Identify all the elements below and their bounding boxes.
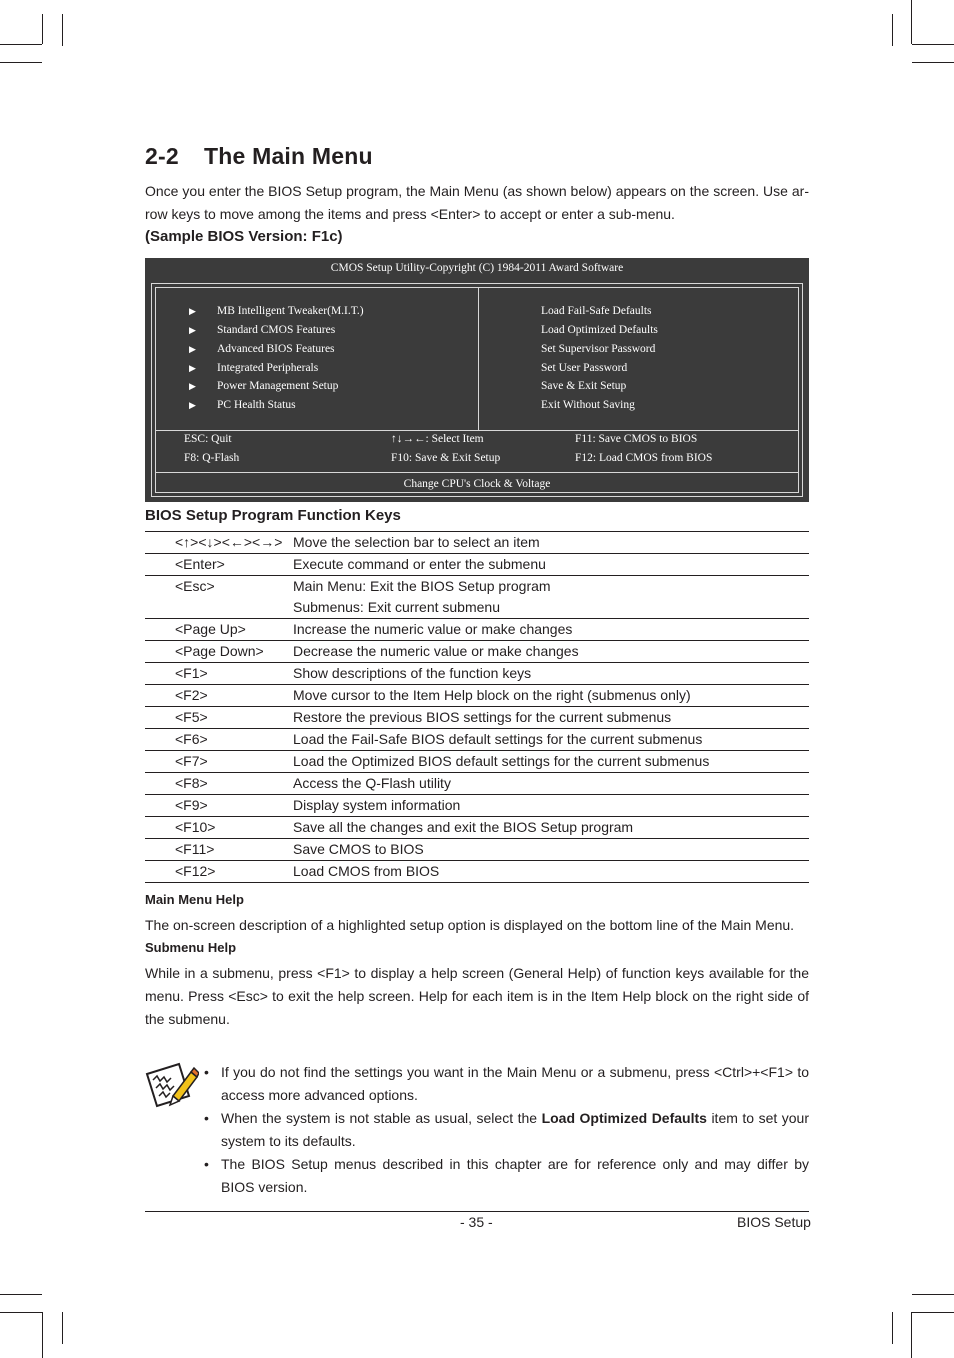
desc-cell: Access the Q-Flash utility [293, 775, 451, 791]
desc-cell: Decrease the numeric value or make changes [293, 643, 579, 659]
bios-menu-item[interactable]: Save & Exit Setup [541, 380, 627, 392]
bios-title: CMOS Setup Utility-Copyright (C) 1984-2011 Award Software [330, 262, 624, 274]
table-row [145, 684, 809, 706]
desc-cell: Increase the numeric value or make changes [293, 621, 573, 637]
table-row [145, 531, 809, 553]
bios-menu-item[interactable]: Load Optimized Defaults [541, 324, 658, 336]
table-row [145, 794, 809, 816]
desc-cell: Save CMOS to BIOS [293, 841, 424, 857]
bios-divider [156, 430, 798, 431]
table-row [145, 728, 809, 750]
bios-key-hint: F10: Save & Exit Setup [391, 452, 501, 464]
bios-status-line: Change CPU's Clock & Voltage [403, 478, 551, 490]
bullet: • [204, 1156, 209, 1172]
key-cell: <F6> [175, 731, 208, 747]
bios-frame [151, 283, 803, 497]
arrow-right-icon: ▶ [189, 381, 196, 391]
desc-cell: Main Menu: Exit the BIOS Setup program [293, 578, 551, 594]
bios-menu-item[interactable]: ▶ Standard CMOS Features [189, 324, 336, 336]
crop-mark [0, 1294, 42, 1295]
desc-cell: Restore the previous BIOS settings for the current submenus [293, 709, 672, 725]
bios-menu-item[interactable]: ▶ PC Health Status [189, 399, 296, 411]
bios-menu-item[interactable]: Exit Without Saving [541, 399, 635, 411]
arrow-right-icon: ▶ [189, 363, 196, 373]
arrow-right-icon: ▶ [189, 325, 196, 335]
table-row [145, 750, 809, 772]
bios-menu-item[interactable]: ▶ MB Intelligent Tweaker(M.I.T.) [189, 305, 364, 317]
note-item: • The BIOS Setup menus described in this chapter are for reference only and may differ by BIOS version. [204, 1153, 809, 1199]
table-row [145, 553, 809, 575]
bios-menu-item[interactable]: Set User Password [541, 362, 628, 374]
table-row [145, 575, 809, 618]
desc-cell: Move the selection bar to select an item [293, 534, 540, 550]
bios-key-hint: ESC: Quit [184, 433, 232, 445]
pencil-note-icon [143, 1060, 199, 1112]
key-cell: <F7> [175, 753, 208, 769]
table-row [145, 662, 809, 684]
bullet: • [204, 1110, 209, 1126]
key-cell: <F8> [175, 775, 208, 791]
table-row [145, 618, 809, 640]
key-cell: <Esc> [175, 578, 215, 594]
bios-inner-frame [155, 287, 799, 493]
submenu-help-heading: Submenu Help [145, 940, 237, 955]
bios-key-hint: F12: Load CMOS from BIOS [575, 452, 713, 464]
desc-cell: Execute command or enter the submenu [293, 556, 546, 572]
bios-divider [156, 472, 798, 473]
note-item: • When the system is not stable as usual, select the Load Optimized Defaults item to set your system to its defaults. [204, 1107, 809, 1153]
crop-mark [911, 1312, 912, 1358]
crop-mark [62, 14, 63, 46]
section-title: The Main Menu [204, 143, 373, 169]
arrow-right-icon: ▶ [189, 344, 196, 354]
crop-mark [911, 0, 912, 44]
arrow-right-icon: ▶ [189, 400, 196, 410]
bios-menu-item[interactable]: ▶ Power Management Setup [189, 380, 339, 392]
key-cell: <F10> [175, 819, 216, 835]
intro-paragraph: Once you enter the BIOS Setup program, the Main Menu (as shown below) appears on the screen. Use ar-row keys to move among the items and press <Enter> to accept or enter a sub-menu. [145, 183, 809, 222]
crop-mark [892, 14, 893, 46]
bios-menu-item[interactable]: ▶ Integrated Peripherals [189, 362, 319, 374]
main-menu-help-text: The on-screen description of a highlighted setup option is displayed on the bottom line of the Main Menu. [145, 917, 795, 933]
crop-mark [912, 1294, 954, 1295]
emphasis: Load Optimized Defaults [541, 1110, 707, 1126]
key-cell: <Enter> [175, 556, 225, 572]
desc-cell: Load the Optimized BIOS default settings for the current submenus [293, 753, 710, 769]
bios-menu-item[interactable]: Load Fail-Safe Defaults [541, 305, 652, 317]
table-row [145, 838, 809, 860]
crop-mark [912, 1312, 954, 1313]
key-cell: <F2> [175, 687, 208, 703]
table-row [145, 706, 809, 728]
desc-cell: Save all the changes and exit the BIOS Setup program [293, 819, 634, 835]
page-number: - 35 - [460, 1214, 493, 1230]
bios-key-hint: F8: Q-Flash [184, 452, 240, 464]
table-row [145, 816, 809, 838]
desc-cell: Load CMOS from BIOS [293, 863, 440, 879]
section-heading [145, 143, 373, 170]
bios-screen [145, 258, 809, 502]
arrow-right-icon: ▶ [189, 306, 196, 316]
section-number: 2-2 [145, 143, 179, 169]
crop-mark [62, 1312, 63, 1344]
footer-rule [145, 1211, 809, 1212]
main-menu-help-heading: Main Menu Help [145, 892, 244, 907]
key-cell: <Page Down> [175, 643, 264, 659]
table-row [145, 860, 809, 883]
crop-mark [0, 44, 42, 45]
bios-key-hint: ↑↓→←: Select Item [391, 433, 484, 445]
crop-mark [892, 1312, 893, 1344]
key-cell: <F5> [175, 709, 208, 725]
key-cell: <F1> [175, 665, 208, 681]
notes-list [204, 1061, 809, 1199]
key-cell: <F12> [175, 863, 216, 879]
sample-version-heading: (Sample BIOS Version: F1c) [145, 228, 343, 245]
desc-cell: Display system information [293, 797, 461, 813]
function-keys-table [145, 531, 809, 883]
crop-mark [0, 1312, 42, 1313]
footer-section: BIOS Setup [737, 1214, 811, 1230]
crop-mark [42, 1312, 43, 1358]
note-item: • If you do not find the settings you want in the Main Menu or a submenu, press <Ctrl>+<F1> to access more advanced options. [204, 1061, 809, 1107]
crop-mark [42, 14, 43, 44]
table-row [145, 772, 809, 794]
bullet: • [204, 1064, 209, 1080]
desc-cell: Load the Fail-Safe BIOS default settings for the current submenus [293, 731, 703, 747]
desc-cell: Submenus: Exit current submenu [293, 599, 500, 615]
function-keys-heading: BIOS Setup Program Function Keys [145, 507, 401, 524]
key-cell: <Page Up> [175, 621, 246, 637]
table-row [145, 640, 809, 662]
key-cell: <F11> [175, 841, 215, 857]
crop-mark [912, 44, 954, 45]
crop-mark [0, 62, 42, 63]
submenu-help-text: While in a submenu, press <F1> to display a help screen (General Help) of function keys available for the menu. Press <Esc> to exit the help screen. Help for each item is in the Item Help block on the right side of the submenu. [145, 965, 809, 1027]
key-cell: <↑><↓><←><→> [175, 534, 283, 550]
bios-menu-item[interactable]: Set Supervisor Password [541, 343, 656, 355]
key-cell: <F9> [175, 797, 208, 813]
desc-cell: Show descriptions of the function keys [293, 665, 532, 681]
bios-column-divider [478, 288, 479, 430]
desc-cell: Move cursor to the Item Help block on the right (submenus only) [293, 687, 691, 703]
bios-menu-item[interactable]: ▶ Advanced BIOS Features [189, 343, 335, 355]
crop-mark [912, 62, 954, 63]
bios-key-hint: F11: Save CMOS to BIOS [575, 433, 698, 445]
